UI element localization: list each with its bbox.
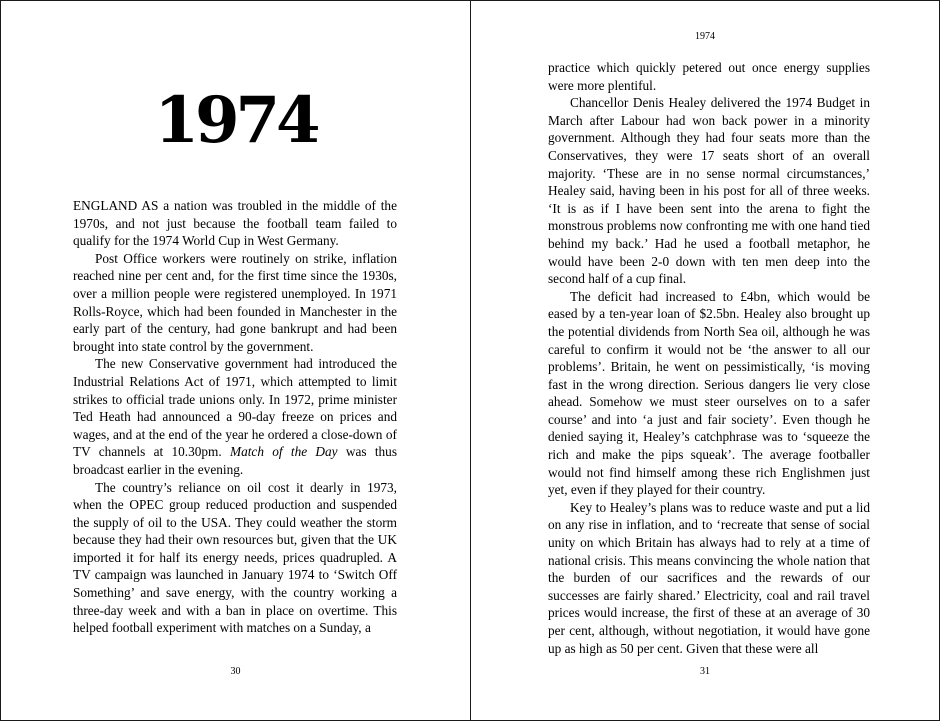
paragraph: Key to Healey’s plans was to reduce waste and put a lid on any rise in inflation, and to ‘recreate that sense of social unity on which Britain has always had to rely at a time of national crisis. This means convincing the whole nation that the burden of our sacrifices and the rewards of our successes are fairly shared.’ Electricity, coal and rail travel prices would increase, the first of these at an average of 30 per cent, although, without negotiation, it would have gone up as high as 50 per cent. Given that these were all xyxy=(548,499,870,656)
chapter-title: 1974 xyxy=(154,83,317,158)
page-number-right: 31 xyxy=(700,666,710,677)
right-page-body xyxy=(548,59,870,657)
running-head: 1974 xyxy=(695,31,715,42)
left-page xyxy=(1,1,471,720)
page-number-left: 30 xyxy=(230,666,241,677)
paragraph: The new Conservative government had introduced the Industrial Relations Act of 1971, which attempted to limit strikes to official trade unions only. In 1972, prime minister Ted Heath had announced a 90-day freeze on prices and wages, and at the end of the year he ordered a close-down of TV channels at 10.30pm. Match of the Day was thus broadcast earlier in the evening. xyxy=(73,356,397,477)
paragraph: The deficit had increased to £4bn, which would be eased by a ten-year loan of $2.5bn. Healey also brought up the potential dividends from North Sea oil, although he was careful to confirm it would not be ‘the answer to all our problems’. Britain, he went on pessimistically, ‘is moving fast in the wrong direction. Serious dangers lie very close ahead. Somehow we must steer ourselves on to a safer course’ and into ‘a just and fair society’. Even though he denied saying it, Healey’s catchphrase was to ‘squeeze the rich and make the pips squeak’. The average footballer would not find himself among these rich Englishmen just yet, even if they played for their country. xyxy=(548,288,870,498)
paragraph: Chancellor Denis Healey delivered the 1974 Budget in March after Labour had won back power in a minority government. Although they had four seats more than the Conservatives, they were 17 seats short of an overall majority. ‘These are in no sense normal circumstances,’ Healey said, having been in his post for all of three weeks. ‘It is as if I have been sent into the arena to fight the monstrous problems now confronting me with one hand tied behind my back.’ Had he used a football metaphor, he would have been 2-0 down with ten men deep into the second half of a cup final. xyxy=(548,95,870,287)
continued-paragraph: practice which quickly petered out once energy supplies were more plentiful. xyxy=(548,60,870,93)
opening-lead-in: ENGLAND AS xyxy=(73,198,159,213)
paragraph: The country’s reliance on oil cost it dearly in 1973, when the OPEC group reduced production and suspended the supply of oil to the USA. They could weather the storm because they had their own resources but, given that the UK imported it for half its energy needs, prices quadrupled. A TV campaign was launched in January 1974 to ‘Switch Off Something’ and save energy, with the country working a three-day week and with a ban in place on overtime. This helped football experiment with matches on a Sunday, a xyxy=(73,479,397,636)
opening-paragraph xyxy=(73,197,397,250)
left-page-body xyxy=(73,197,397,637)
programme-title: Match of the Day xyxy=(230,444,338,460)
paragraph: Post Office workers were routinely on strike, inflation reached nine per cent and, for the first time since the 1930s, over a million people were registered unemployed. In 1971 Rolls-Royce, which had been founded in Manchester in the early part of the century, had gone bankrupt and had been brought into state control by the government. xyxy=(73,250,397,354)
opening-paragraph-text: a nation was troubled in the middle of the 1970s, and not just because the football team failed to qualify for the 1974 World Cup in West Germany. xyxy=(73,198,397,249)
right-page xyxy=(471,1,939,720)
